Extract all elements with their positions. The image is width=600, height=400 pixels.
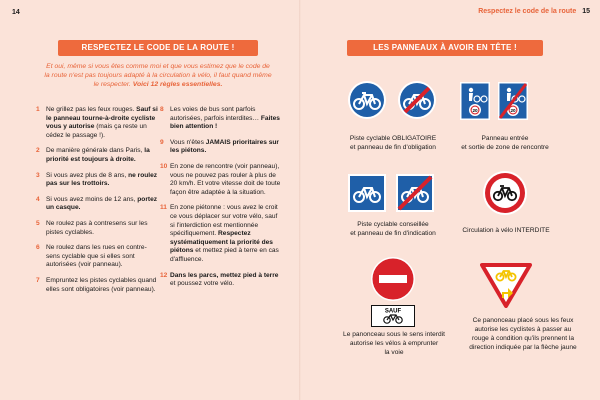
zone-entry-sign-icon — [460, 82, 490, 120]
caption-line: et sortie de zone de rencontre — [461, 144, 549, 151]
rule-number: 1 — [36, 106, 40, 113]
rule-text: JAMAIS prioritaires sur les piétons. — [170, 138, 280, 155]
rule-text: ne roulez pas sur les trottoirs. — [46, 171, 158, 188]
rule-item — [36, 106, 158, 140]
caption-line: et panneau de fin d'obligation — [350, 144, 436, 151]
rule-text: Faites bien attention ! — [170, 114, 280, 131]
rule-number: 5 — [36, 219, 40, 227]
rule-text: Ne roulez pas à contresens sur les pistes cyclables. — [46, 219, 148, 236]
sign-group-sens-interdit — [370, 256, 416, 327]
rule-text: Respectez systématiquement la priorité des piétons — [170, 230, 273, 255]
rule-text: la priorité est toujours à droite. — [46, 147, 150, 163]
caption-line: Panneau entrée — [481, 135, 529, 142]
rule-text: et poussez votre vélo. — [170, 280, 235, 288]
intro-text — [44, 62, 272, 89]
rule-item — [36, 196, 158, 213]
intro-plain: Et oui, même si vous êtes comme moi et que vous estimez que le code de la route n'est pas toujours adapté à la circulation à vélo, il faut quand même le respecter. — [44, 63, 272, 88]
page-number-left: 14 — [12, 9, 20, 16]
rule-item — [36, 172, 158, 189]
caption-line: et panneau de fin d'indication — [350, 230, 436, 237]
rule-text: Dans les parcs, mettez pied à terre — [170, 271, 279, 279]
signs-banner: LES PANNEAUX À AVOIR EN TÊTE ! — [347, 40, 543, 56]
caption-piste-obligatoire — [328, 134, 458, 152]
running-header — [478, 8, 590, 15]
caption-line: Ce panonceau placé sous les feux — [472, 317, 574, 324]
no-entry-sign-icon — [370, 256, 416, 302]
caption-tourne-droite — [460, 316, 586, 352]
rule-number: 4 — [36, 195, 40, 203]
rule-text: et mettez pied à terre en cas d'affluence. — [170, 247, 279, 263]
rule-text: Vous n'êtes — [170, 138, 206, 146]
rule-text: Sauf si le panneau tourne-à-droite cycliste vous y autorise — [46, 106, 158, 131]
rule-text: Les voies de bus sont parfois autorisées, parfois interdites… — [170, 106, 261, 122]
rule-number: 3 — [36, 171, 40, 179]
rule-item — [160, 272, 282, 289]
rule-item — [160, 106, 282, 132]
rule-item — [160, 163, 282, 197]
page-number-right: 15 — [582, 8, 590, 15]
caption-line: la voie — [384, 349, 404, 356]
zone-speed-label: 20 — [510, 107, 516, 113]
rule-number: 7 — [36, 276, 40, 284]
rule-text: Si vous avez plus de 8 ans, — [46, 171, 129, 179]
rule-number: 6 — [36, 244, 40, 252]
rule-item — [36, 277, 158, 294]
rule-text: En zone piétonne : vous avez le croit ce vous déplacer sur votre vélo, sauf si l'interdiction est mentionnée spécifiquement. — [170, 204, 278, 238]
sign-group-piste-obligatoire — [347, 80, 437, 120]
bike-recommended-sign-icon — [348, 174, 386, 212]
rule-text: Ne grillez pas les feux rouges. — [46, 106, 137, 113]
rule-text: Si vous avez moins de 12 ans, — [46, 195, 138, 203]
caption-piste-conseillee — [328, 220, 458, 238]
rule-item — [36, 244, 158, 270]
rule-text: Ne roulez dans les rues en contre-sens cyclable que si elles sont autorisées (voir panneau). — [46, 244, 147, 269]
intro-bold: Voici 12 règles essentielles. — [132, 81, 223, 88]
sign-group-zone-rencontre — [460, 82, 528, 120]
caption-line: autorise les vélos à emprunter — [349, 340, 439, 347]
caption-line: autorise les cyclistes à passer au — [474, 326, 572, 333]
right-page — [300, 0, 600, 400]
sauf-label: SAUF — [384, 308, 402, 315]
zone-exit-sign-icon — [498, 82, 528, 120]
caption-line: direction indiquée par la flèche jaune — [469, 344, 577, 351]
rule-item — [36, 147, 158, 164]
rule-number: 8 — [160, 106, 164, 113]
caption-line: Piste cyclable conseillée — [357, 221, 429, 228]
caption-interdite — [450, 226, 562, 235]
sign-group-piste-conseillee — [348, 174, 434, 212]
rules-banner: RESPECTEZ LE CODE DE LA ROUTE ! — [58, 40, 258, 56]
sauf-bike-panel-icon — [371, 305, 415, 327]
rule-item — [160, 139, 282, 156]
rule-text: En zone de rencontre (voir panneau), vous ne pouvez pas rouler à plus de 20 km/h. Et votre vitesse doit de toute façon être adaptée à la situation. — [170, 162, 281, 196]
bike-mandatory-sign-icon — [347, 80, 387, 120]
rule-number: 2 — [36, 147, 40, 155]
rule-text: (mais ça reste un cédez le passage !). — [46, 123, 147, 139]
caption-line: rouge à condition qu'ils prennent la — [471, 335, 575, 342]
rule-number: 11 — [160, 204, 167, 212]
caption-line: Circulation à vélo INTERDITE — [462, 227, 550, 234]
right-turn-cyclist-sign-icon — [480, 262, 532, 308]
running-title: Respectez le code de la route — [478, 8, 577, 15]
sign-group-interdite — [482, 170, 528, 216]
bike-forbidden-sign-icon — [482, 170, 528, 216]
rule-text: Empruntez les pistes cyclables quand elles sont obligatoires (voir panneau). — [46, 276, 157, 293]
caption-zone-rencontre — [450, 134, 560, 152]
rules-column-2 — [160, 106, 282, 296]
rule-item — [160, 204, 282, 264]
rule-number: 12 — [160, 271, 168, 279]
rule-item — [36, 220, 158, 237]
caption-line: Piste cyclable OBLIGATOIRE — [349, 135, 437, 142]
rule-text: portez un casque. — [46, 195, 158, 212]
rule-number: 9 — [160, 138, 164, 146]
sign-group-tourne-droite — [480, 262, 532, 308]
caption-sens-interdit — [330, 330, 458, 357]
bike-mandatory-end-sign-icon — [397, 80, 437, 120]
rules-column-1 — [36, 106, 158, 301]
zone-speed-label: 20 — [472, 107, 478, 113]
caption-line: Le panonceau sous le sens interdit — [343, 331, 445, 338]
bike-recommended-end-sign-icon — [396, 174, 434, 212]
rule-text: De manière générale dans Paris, — [46, 147, 145, 155]
rule-number: 10 — [160, 162, 168, 170]
